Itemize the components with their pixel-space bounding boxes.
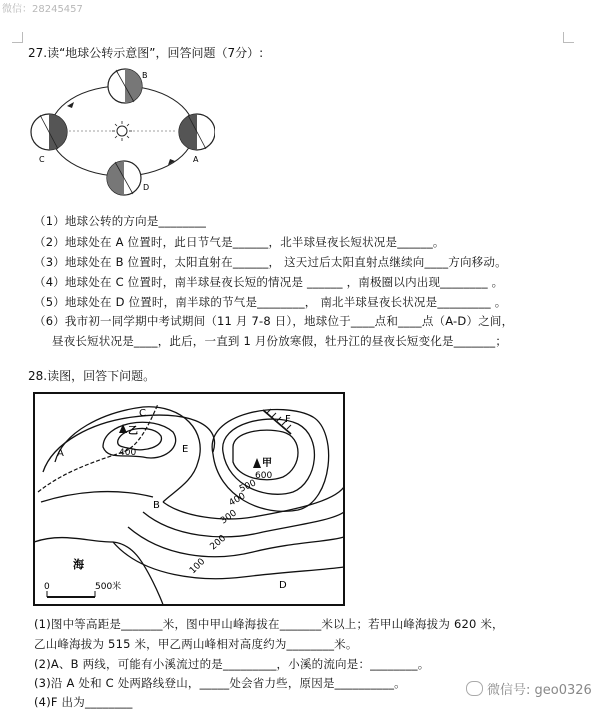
q27-line-5: （5）地球处在 D 位置时，南半球的节气是________， 南北半球昼夜长状况是_________ 。 [34, 295, 507, 309]
q27-line-3: （3）地球处在 B 位置时，太阳直射在______， 这天过后太阳直射点继续向____方向移动。 [34, 255, 507, 269]
watermark-bottom [466, 679, 592, 698]
watermark-bottom-text: 微信号: geo0326 [487, 683, 592, 698]
contour-200: 200 [208, 533, 229, 553]
map-label-c: C [139, 408, 146, 419]
label-jia: 甲 [262, 458, 272, 469]
q28-line-2: 乙山峰海拔为 515 米，甲乙两山峰相对高度约为________米。 [34, 637, 358, 651]
contour-500: 500 [238, 478, 258, 495]
map-label-e: E [182, 444, 189, 455]
label-a: A [193, 155, 199, 164]
question-28-title: 28.读图，回答下问题。 [28, 369, 156, 383]
contour-100: 100 [188, 556, 208, 577]
contour-600: 600 [255, 471, 273, 481]
label-sea: 海 [73, 558, 84, 571]
map-label-d: D [279, 580, 287, 591]
contour-map [33, 392, 345, 606]
earth-revolution-diagram [25, 66, 215, 206]
earth-position-c [31, 114, 67, 150]
label-d: D [143, 183, 150, 192]
map-label-a: A [57, 448, 64, 459]
page-corner-mark-right [563, 32, 574, 43]
earth-position-b [108, 69, 142, 103]
q27-line-4: （4）地球处在 C 位置时，南半球昼夜长短的情况是 ______ ，南极圈以内出现________ 。 [34, 275, 504, 289]
q27-line-7: 昼夜长短状况是____，此后，一直到 1 月份放寒假，牡丹江的昼夜长短变化是_______； [52, 334, 508, 348]
q28-line-1: (1)图中等高距是_______米，图中甲山峰海拔在_______米以上；若甲山峰海拔为 620 米， [34, 617, 504, 631]
q27-line-6: （6）我市初一同学期中考试期间（11 月 7-8 日），地球位于____点和____点（A-D）之间， [34, 314, 514, 328]
label-c: C [39, 155, 45, 164]
label-yi: 乙 [128, 426, 138, 437]
question-27-title: 27.读“地球公转示意图”，回答问题（7分）: [28, 46, 264, 60]
scale-distance: 500米 [95, 582, 122, 592]
q28-line-3: (2)A、B 两线，可能有小溪流过的是_________，小溪的流向是：________。 [34, 657, 430, 671]
q28-line-5: (4)F 出为________ [34, 695, 133, 709]
scale-zero: 0 [44, 582, 50, 592]
watermark-top: 微信：28245457 [2, 4, 83, 15]
q28-line-4: (3)沿 A 处和 C 处两路线登山，_____处会省力些，原因是__________。 [34, 676, 406, 690]
contour-400-right: 400 [227, 491, 248, 509]
earth-position-a [179, 114, 215, 150]
page-corner-mark-left [12, 32, 23, 43]
map-label-b: B [153, 500, 160, 511]
contour-300: 300 [218, 508, 239, 527]
contour-400-left: 400 [119, 448, 137, 458]
sun-icon [112, 121, 132, 141]
map-label-f: F [285, 414, 291, 425]
label-b: B [142, 71, 148, 80]
earth-position-d [107, 161, 141, 195]
wechat-icon [466, 681, 483, 696]
q27-line-2: （2）地球处在 A 位置时，此日节气是______，北半球昼夜长短状况是______。 [34, 235, 445, 249]
q27-line-1: （1）地球公转的方向是________ [34, 214, 207, 228]
